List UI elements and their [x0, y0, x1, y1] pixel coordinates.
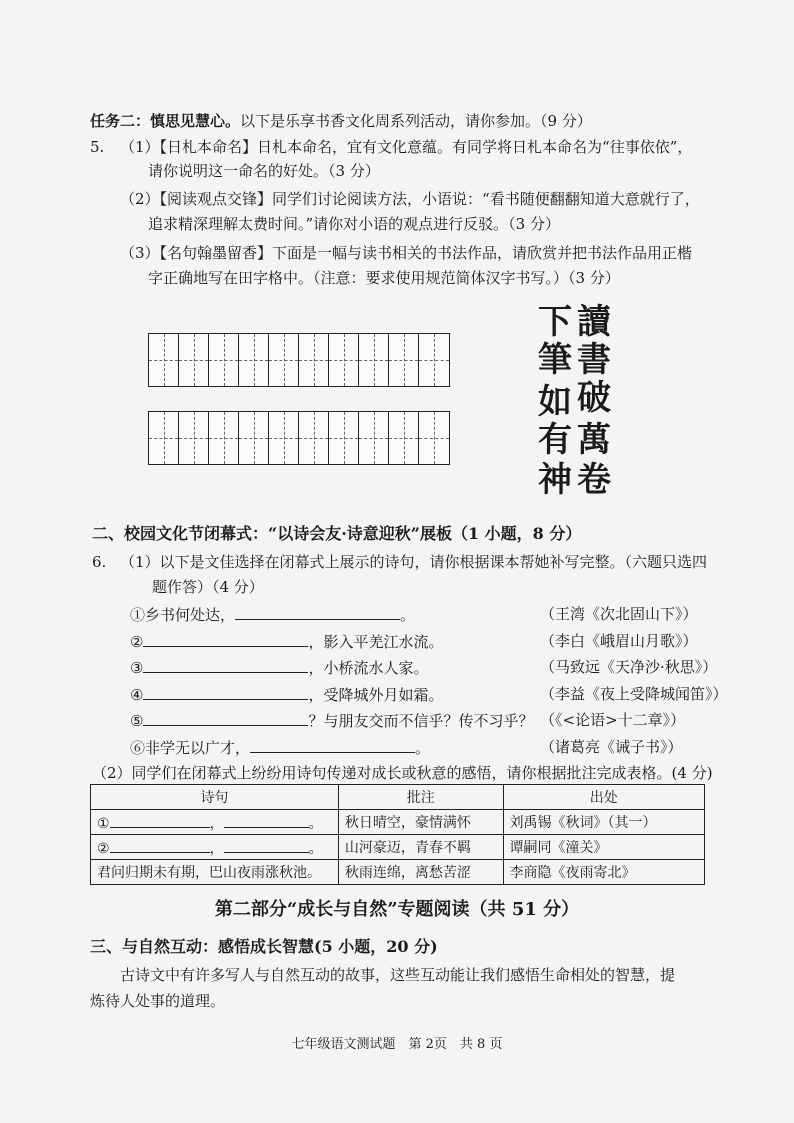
task2-title: 任务二：慎思见慧心。 — [90, 112, 241, 130]
q5-part1-line1: （1）【日札本命名】日札本命名，宜有文化意蕴。有同学将日札本命名为“往事依依”， — [120, 138, 693, 156]
calligraphy-char: 讀 — [577, 302, 611, 342]
table-cell-source: 刘禹锡《秋词》（其一） — [503, 810, 704, 835]
calligraphy-char: 有 — [538, 420, 572, 460]
poem-fill-item — [130, 683, 443, 706]
table-cell-poem — [91, 810, 339, 835]
task2-intro: 以下是乐享书香文化周系列活动，请你参加。（9 分） — [240, 112, 592, 130]
q5-part3-line2: 字正确地写在田字格中。（注意：要求使用规范简体汉字书写。）（3 分） — [148, 269, 620, 287]
answer-blank[interactable] — [143, 683, 308, 700]
poem-suffix: 。 — [400, 606, 416, 624]
tianzige-cell[interactable] — [239, 334, 269, 386]
q5-part2-line1: （2）【阅读观点交锋】同学们讨论阅读方法，小语说：“看书随便翻翻知道大意就行了， — [120, 190, 700, 208]
section3-paragraph-line2: 炼待人处事的道理。 — [90, 992, 226, 1010]
tianzige-cell[interactable] — [329, 334, 359, 386]
tianzige-cell[interactable] — [329, 412, 359, 464]
q5-part1-line2: 请你说明这一命名的好处。（3 分） — [148, 162, 380, 180]
table-header-cell: 批注 — [338, 785, 503, 810]
table-row — [91, 860, 705, 885]
tianzige-cell[interactable] — [419, 334, 449, 386]
calligraphy-char: 破 — [577, 378, 611, 418]
section3-paragraph-line1: 古诗文中有许多写人与自然互动的故事，这些互动能让我们感悟生命相处的智慧，提 — [120, 966, 676, 984]
tianzige-cell[interactable] — [179, 334, 209, 386]
calligraphy-char: 筆 — [538, 340, 572, 380]
q6-part1-line2: 题作答）（4 分） — [152, 578, 264, 596]
page-footer: 七年级语文测试题 第 2页 共 8 页 — [291, 1037, 503, 1052]
table-cell-source: 谭嗣同《潼关》 — [503, 835, 704, 860]
answer-blank[interactable] — [250, 736, 415, 753]
table-row — [91, 835, 705, 860]
q5-part3-line1: （3）【名句翰墨留香】下面是一幅与读书相关的书法作品，请欣赏并把书法作品用正楷 — [120, 244, 693, 262]
tianzige-cell[interactable] — [239, 412, 269, 464]
poem-prefix: ② — [130, 633, 144, 651]
section2-heading: 二、校园文化节闭幕式：“以诗会友·诗意迎秋”展板（1 小题，8 分） — [92, 524, 582, 543]
q6-number: 6. — [92, 553, 107, 571]
q5-part2-line2: 追求精深理解太费时间。”请你对小语的观点进行反驳。（3 分） — [148, 215, 560, 233]
calligraphy-char: 神 — [538, 460, 572, 500]
tianzige-cell[interactable] — [179, 412, 209, 464]
tianzige-cell[interactable] — [389, 412, 419, 464]
row-comma: ， — [209, 841, 224, 857]
poem-suffix: ，受降城外月如霜。 — [308, 686, 444, 704]
answer-blank[interactable] — [110, 836, 210, 853]
q6-part2-prompt: （2）同学们在闭幕式上纷纷用诗句传递对成长或秋意的感悟，请你根据批注完成表格。(4 分) — [92, 764, 713, 782]
calligraphy-char: 萬 — [577, 420, 611, 460]
q6-part1-line1: （1）以下是文佳选择在闭幕式上展示的诗句，请你根据课本帮她补写完整。（六题只选四 — [120, 553, 708, 571]
table-header-cell: 出处 — [503, 785, 704, 810]
answer-blank[interactable] — [224, 836, 309, 853]
poem-source: （诸葛亮《诫子书》） — [540, 738, 683, 756]
poem-fill-item — [130, 603, 415, 626]
poem-fill-item — [130, 709, 533, 732]
poem-suffix: ，影入平羌江水流。 — [308, 633, 444, 651]
table-row — [91, 810, 705, 835]
table-cell-note: 山河豪迈，青春不羁 — [338, 835, 503, 860]
table-cell-poem: 君问归期未有期，巴山夜雨涨秋池。 — [91, 860, 339, 885]
tianzige-cell[interactable] — [419, 412, 449, 464]
row-period: 。 — [308, 841, 323, 857]
calligraphy-char: 如 — [538, 382, 572, 422]
row-comma: ， — [209, 816, 224, 832]
row-period: 。 — [308, 816, 323, 832]
tianzige-cell[interactable] — [299, 412, 329, 464]
poem-fill-item — [130, 736, 430, 759]
tianzige-cell[interactable] — [269, 334, 299, 386]
tianzige-grid-row2[interactable] — [148, 411, 450, 465]
poem-source: （马致远《天净沙·秋思》） — [540, 658, 718, 676]
tianzige-cell[interactable] — [269, 412, 299, 464]
poem-prefix: ④ — [130, 686, 144, 704]
answer-blank[interactable] — [224, 811, 309, 828]
poem-suffix: ？与朋友交而不信乎？传不习乎？ — [308, 712, 534, 730]
calligraphy-char: 書 — [577, 340, 611, 380]
q5-number: 5. — [90, 138, 105, 156]
row-prefix: ① — [97, 816, 110, 832]
part2-heading: 第二部分“成长与自然”专题阅读（共 51 分） — [214, 899, 580, 920]
poem-source: （李白《峨眉山月歌》） — [540, 632, 698, 650]
calligraphy-char: 下 — [538, 302, 572, 342]
answer-blank[interactable] — [143, 656, 308, 673]
table-cell-note: 秋日晴空，豪情满怀 — [338, 810, 503, 835]
answer-blank[interactable] — [143, 630, 308, 647]
table-header-cell: 诗句 — [91, 785, 339, 810]
table-cell-poem — [91, 835, 339, 860]
tianzige-grid-row1[interactable] — [148, 333, 450, 387]
answer-blank[interactable] — [143, 709, 308, 726]
tianzige-cell[interactable] — [149, 334, 179, 386]
poem-prefix: ⑤ — [130, 712, 144, 730]
poem-prefix: ⑥非学无以广才， — [130, 739, 251, 757]
poem-source: （《<论语>十二章》） — [540, 711, 686, 729]
answer-blank[interactable] — [235, 603, 400, 620]
tianzige-cell[interactable] — [389, 334, 419, 386]
row-prefix: ② — [97, 841, 110, 857]
poem-suffix: 。 — [415, 739, 431, 757]
poem-source: （王湾《次北固山下》） — [540, 605, 698, 623]
task2-line — [90, 110, 592, 132]
tianzige-cell[interactable] — [299, 334, 329, 386]
table-cell-note: 秋雨连绵，离愁苦涩 — [338, 860, 503, 885]
section3-heading: 三、与自然互动：感悟成长智慧(5 小题，20 分) — [90, 937, 438, 956]
poem-table — [90, 784, 705, 885]
poem-suffix: ，小桥流水人家。 — [308, 659, 429, 677]
tianzige-cell[interactable] — [359, 412, 389, 464]
tianzige-cell[interactable] — [359, 334, 389, 386]
poem-fill-item — [130, 656, 428, 679]
poem-prefix: ①乡书何处达， — [130, 606, 236, 624]
calligraphy-char: 卷 — [577, 460, 611, 500]
poem-source: （李益《夜上受降城闻笛》） — [540, 685, 728, 703]
poem-prefix: ③ — [130, 659, 144, 677]
tianzige-cell[interactable] — [209, 334, 239, 386]
answer-blank[interactable] — [110, 811, 210, 828]
poem-fill-item — [130, 630, 443, 653]
tianzige-cell[interactable] — [149, 412, 179, 464]
table-cell-source: 李商隐《夜雨寄北》 — [503, 860, 704, 885]
table-header-row — [91, 785, 705, 810]
tianzige-cell[interactable] — [209, 412, 239, 464]
